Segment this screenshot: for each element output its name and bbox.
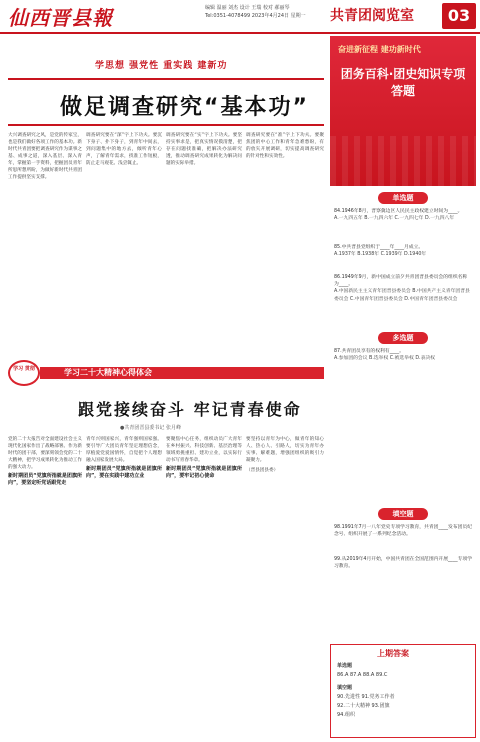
newspaper-logo: 仙西晋县報 — [8, 6, 113, 30]
previous-answers-box — [330, 644, 476, 738]
question-86 — [334, 274, 472, 303]
masthead-meta — [205, 4, 306, 20]
question-options: A.1937年 B.1938年 C.1939年 D.1940年 — [334, 252, 427, 258]
question-84 — [334, 208, 472, 222]
answers-single-values: 86.A 87.A 88.A 89.C — [337, 672, 388, 678]
article2-column-3 — [166, 436, 242, 736]
divider — [8, 78, 324, 80]
article1-column-3: 调查研究要在“实”字上下功夫。要坚持实事求是，把真实情况摸清楚，把存在问题找准确，把解决办法研究透，推动调查研究成果转化为解决问题的实际举措。 — [166, 133, 242, 166]
question-text: 84.1946年8月，晋察冀边区人民民主政权建立时间为____。 — [334, 209, 463, 214]
question-options: A.一九四五年 B.一九四六年 C.一九四七年 D.一九四八年 — [334, 216, 455, 222]
section-tag: 学习 贯彻 — [8, 360, 40, 386]
article2-subhead: 新时期团员“党旗所指就是团旗所向”，要坚定听党话跟党走 — [8, 473, 82, 486]
question-98: 98.1991年7月一八年党史专项学习教育，共青团____发布团员纪念号、组织开展了一系列纪念活动。 — [334, 525, 473, 538]
answers-fill-values-2: 92.二十大精神 93.团旗 — [337, 703, 390, 709]
article2-paragraph: 党的二十大报告对全面建设社会主义现代化国家作出了战略部署。作为新时代的团干部，要深刻领会党的二十大精神，把学习成果转化为推动工作的强大动力。 — [8, 437, 82, 470]
question-text: 87.共青团员享有的权利有____。 — [334, 349, 404, 354]
masthead — [0, 0, 480, 34]
quiz-promo-banner — [330, 36, 476, 186]
answers-single-label: 单选题 — [337, 663, 353, 669]
single-choice-heading: 单选题 — [378, 192, 428, 204]
question-85 — [334, 244, 472, 258]
question-99: 99.从2019年4月开始，中国共青团在全国范围内开展____专项学习教育。 — [334, 557, 473, 570]
page-number: 03 — [442, 3, 476, 29]
question-text: 85.中共晋县党组织于____年____月成立。 — [334, 245, 424, 250]
article1-column-1: 大兴调查研究之风，是党的传家宝，也是我们做好各项工作的基本功。新时代共青团要把调查研究作为谋事之基、成事之道，深入基层、深入青年，掌握第一手资料，把握团员青年所思所想所盼，为做好新时代共青团工作提供坚实支撑。 — [8, 133, 82, 180]
answers-fill-label: 填空题 — [337, 685, 353, 691]
fill-blank-heading: 填空题 — [378, 508, 428, 520]
article2-column-1 — [8, 436, 82, 736]
article2-closing: （晋县团县委） — [246, 468, 279, 473]
article2-column-4 — [246, 436, 324, 736]
article1-headline: 做足调查研究“基本功” — [60, 95, 309, 120]
article2-paragraph: 青年兴则国家兴，青年强则国家强。要引导广大团员青年坚定理想信念，厚植爱党爱国情怀，自觉把个人理想融入国家发展大局。 — [86, 437, 162, 463]
divider — [8, 124, 324, 126]
article2-paragraph: 要坚持以青年为中心，做青年的知心人、热心人、引路人，切实为青年办实事、解难题，增强团组织的吸引力凝聚力。 — [246, 437, 324, 463]
section-band: 学习二十大精神心得体会 — [40, 367, 324, 379]
section-title: 共青团阅览室 — [330, 8, 414, 24]
question-text: 86.1949年9月，新中国成立前夕共青团晋县委员会的组织名称为____。 — [334, 275, 468, 288]
article2-subhead: 新时期团员“党旗所指就是团旗所向”，要牢记初心使命 — [166, 466, 242, 479]
promo-slogan: 奋进新征程 建功新时代 — [338, 45, 421, 54]
answers-fill-values-1: 90.先进性 91.党务工作者 — [337, 694, 395, 700]
article2-subhead: 新时期团员“党旗所指就是团旗所向”，要在实践中建功立业 — [86, 466, 162, 479]
promo-decoration — [330, 136, 476, 186]
answers-title: 上期答案 — [377, 649, 409, 658]
promo-title: 团务百科·团史知识专项答题 — [340, 67, 466, 98]
article1-column-4: 调查研究要在“准”字上下功夫。要聚焦团的中心工作和青年急难愁盼，有的放矢开展调研，切实提高调查研究的针对性和实效性。 — [246, 133, 324, 159]
quiz-sidebar — [330, 36, 476, 738]
question-options: A.参加团的会议 B.选举权 C.被选举权 D.表决权 — [334, 356, 435, 362]
date-line: Tel:0351-4078499 2023年4月24日 星期一 — [205, 13, 306, 19]
article1-column-2: 调查研究要在“深”字上下功夫。要沉下身子、扑下身子，到青年中间去，到问题集中的地方去，倾听青年心声，了解青年需求，找准工作短板，防止走马观花、浅尝辄止。 — [86, 133, 162, 166]
question-87 — [334, 348, 472, 362]
multiple-choice-heading: 多选题 — [378, 332, 428, 344]
article1-slogan: 学思想 强党性 重实践 建新功 — [95, 61, 228, 71]
editor-line: 编辑 温丽 刘杰 设计 王瑞 校对 郝丽琴 — [205, 5, 290, 11]
article2-column-2 — [86, 436, 162, 736]
article2-byline: ●共青团晋县委书记 张月峰 — [120, 425, 181, 431]
answers-fill-values-3: 94.组织 — [337, 712, 355, 718]
article2-paragraph: 要聚焦中心任务，组织动员广大青年在乡村振兴、科技创新、基层治理等领域勇挑重担、建功立业，以实际行动书写青春华章。 — [166, 437, 242, 463]
question-options: A.中国新民主主义青年团晋县委员会 B.中国共产主义青年团晋县委员会 C.中国青年团晋县委员会 D.中国青年团晋县委员会 — [334, 289, 470, 302]
article2-headline: 跟党接续奋斗 牢记青春使命 — [78, 400, 302, 419]
